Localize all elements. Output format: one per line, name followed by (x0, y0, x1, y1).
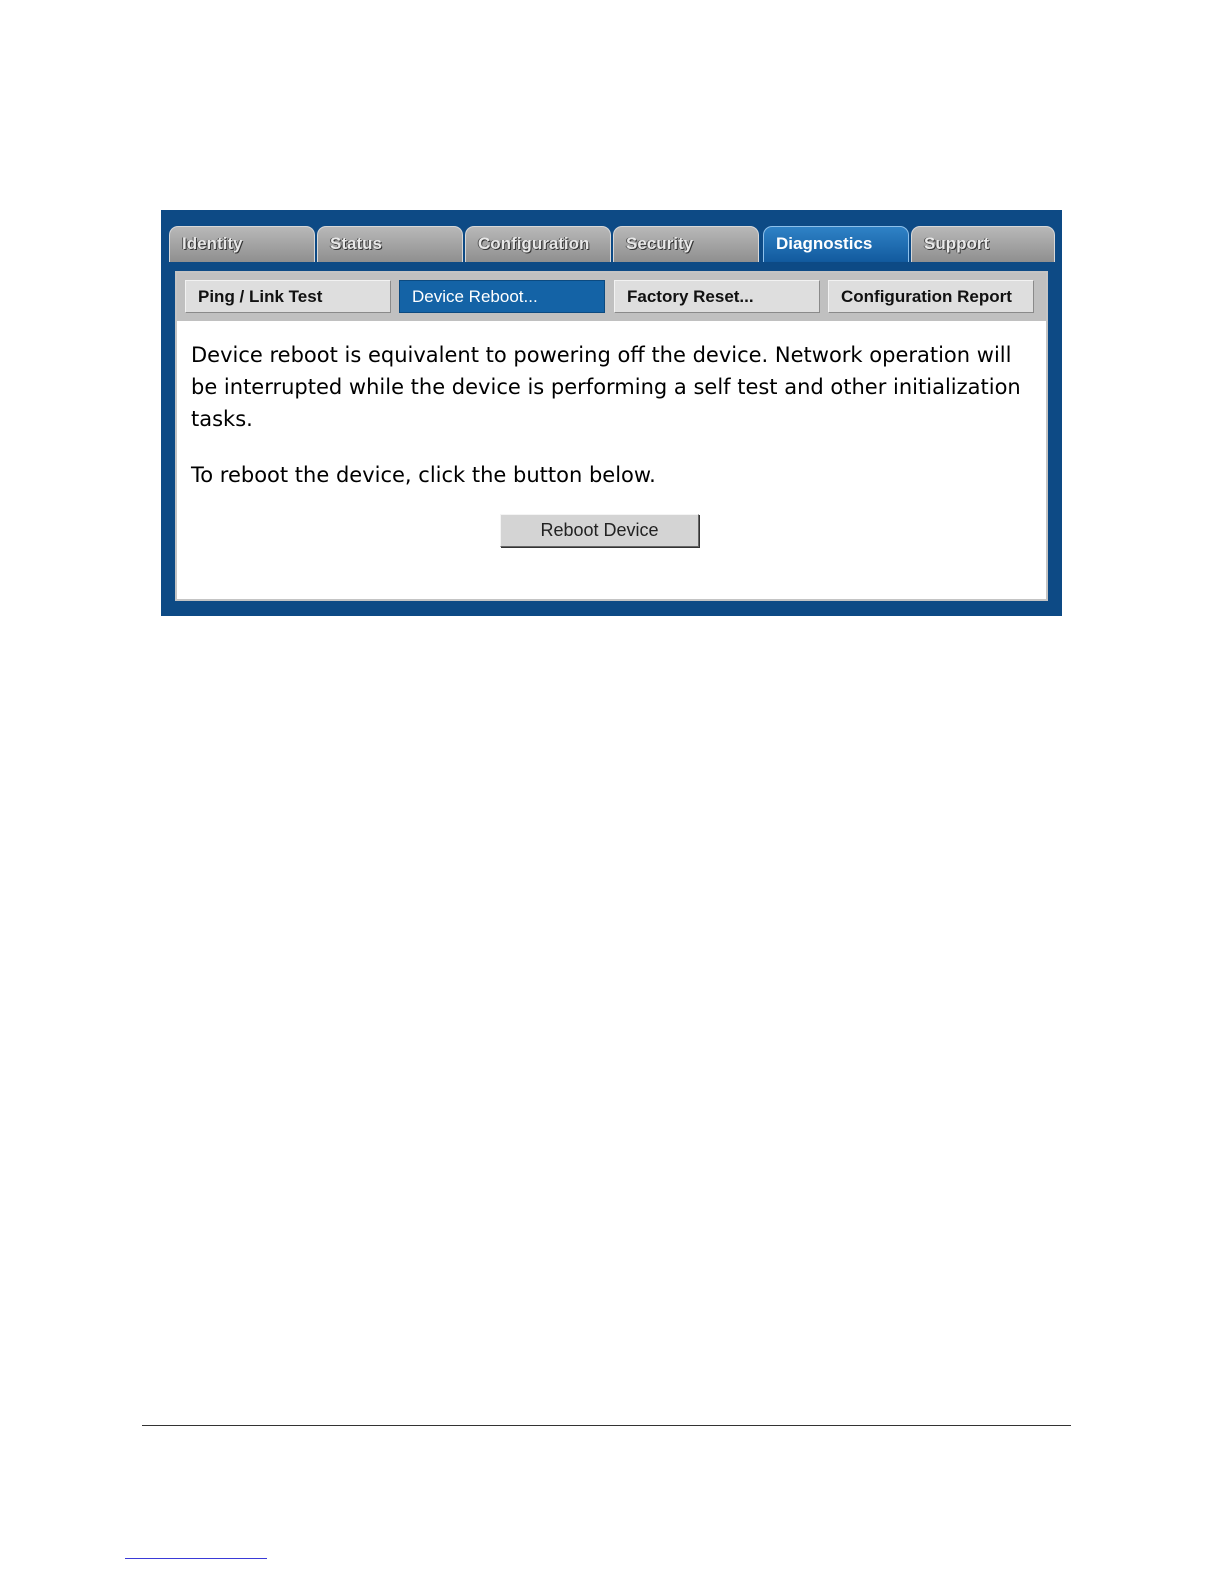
tab-status[interactable]: Status (317, 226, 463, 262)
main-tab-bar (169, 226, 1055, 262)
tab-security[interactable]: Security (613, 226, 759, 262)
subtab-device-reboot[interactable]: Device Reboot... (399, 280, 605, 313)
footer-divider (142, 1425, 1071, 1426)
subtab-configuration-report[interactable]: Configuration Report (828, 280, 1034, 313)
tab-identity[interactable]: Identity (169, 226, 315, 262)
tab-diagnostics[interactable]: Diagnostics (763, 226, 909, 262)
device-admin-panel (161, 210, 1062, 616)
subtab-factory-reset[interactable]: Factory Reset... (614, 280, 820, 313)
sub-tab-bar (177, 273, 1046, 321)
reboot-device-button[interactable]: Reboot Device (500, 514, 699, 547)
tab-support[interactable]: Support (911, 226, 1055, 262)
tab-configuration[interactable]: Configuration (465, 226, 611, 262)
reboot-description: Device reboot is equivalent to powering off the device. Network operation will be interrupted while the device is performing a self test and other initialization tasks. (191, 343, 1021, 431)
reboot-instruction: To reboot the device, click the button below. (191, 463, 656, 487)
subtab-ping-link-test[interactable]: Ping / Link Test (185, 280, 391, 313)
content-area (175, 271, 1048, 601)
footer-link-underline[interactable] (125, 1558, 267, 1559)
